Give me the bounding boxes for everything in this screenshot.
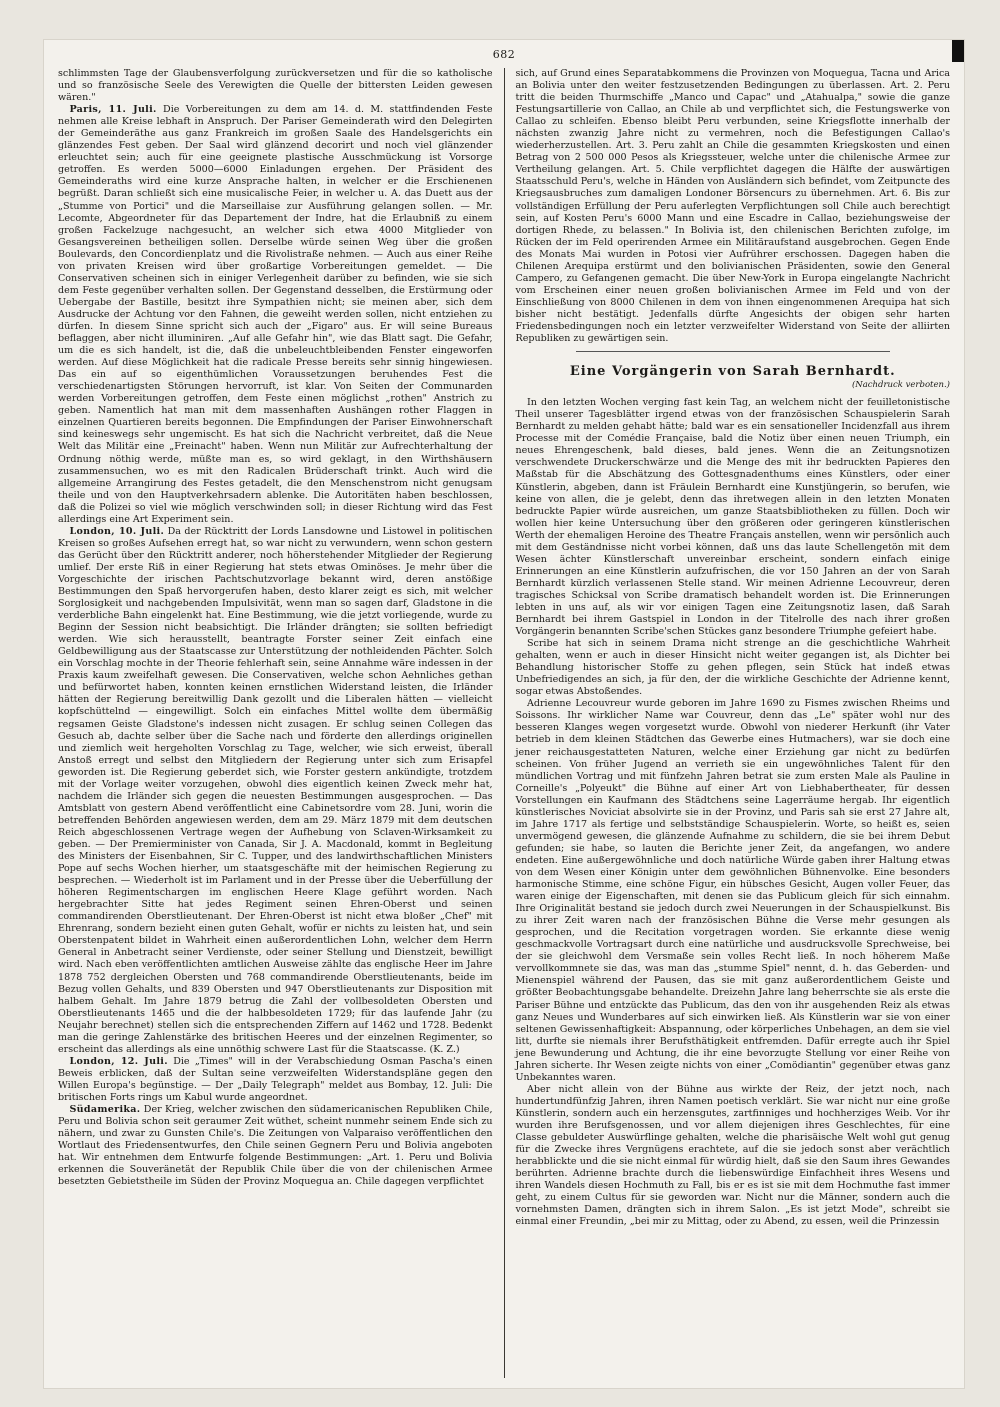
- article-paragraph: [58, 526, 493, 1056]
- feuilleton-paragraph: Scribe hat sich in seinem Drama nicht strenge an die geschichtliche Wahrheit gehalten, wenn er auch in dieser Hinsicht nicht weiter gegangen ist, als Dichter bei Behandlung historischer Stoffe zu gehen pflegen, sein Stück hat indeß etwas Unbefriedigendes an sich, ja für den, der die wirkliche Geschichte der Adrienne kennt, sogar etwas Abstoßendes.: [515, 638, 950, 698]
- article-paragraph: [58, 68, 493, 104]
- article-paragraph: [58, 1056, 493, 1104]
- paragraph-text: Die Vorbereitungen zu dem am 14. d. M. stattfindenden Feste nehmen alle Kreise lebhaft in Anspruch. Der Pariser Gemeinderath wird den Delegirten der Gemeinderäthe aus ganz Frankreich im großen Saale des Handelsgerichts ein glänzendes Fest geben. Der Saal wird glänzend decorirt und noch viel glänzender erleuchtet sein; auch für eine geeignete plastische Ausschmückung ist Vorsorge getroffen. Es werden 5000—6000 Einladungen ergehen. Der Präsident des Gemeinderaths wird eine kurze Ansprache halten, in welcher er die Erschienenen begrüßt. Daran schließt sich eine musicalische Feier, in welcher u. A. das Duett aus der „Stumme von Portici" und die Marseillaise zur Ausführung gelangen sollen. — Mr. Lecomte, Abgeordneter für das Departement der Indre, hat die Erlaubniß zu einem großen Fackelzuge nachgesucht, an welcher sich etwa 4000 Mitglieder von Gesangsvereinen betheiligen sollen. Derselbe würde seinen Weg über die großen Boulevards, den Concordienplatz und die Rivolistraße nehmen. — Auch aus einer Reihe von privaten Kreisen wird über großartige Vorbereitungen gemeldet. — Die Conservativen scheinen sich in einiger Verlegenheit darüber zu befinden, wie sie sich dem Feste gegenüber verhalten sollen. Der Gegenstand desselben, die Erstürmung oder Uebergabe der Bastille, besitzt ihre Sympathien nicht; sie meinen aber, sich dem Ausdrucke der Achtung vor den Fahnen, die geweiht werden sollen, nicht entziehen zu dürfen. In diesem Sinne spricht sich auch der „Figaro" aus. Er will seine Bureaus beflaggen, aber nicht illuminiren. „Auf alle Gefahr hin", wie das Blatt sagt. Die Gefahr, um die es sich handelt, ist die, daß die unbeleuchtbleibenden Fenster eingeworfen werden. Auf diese Möglichkeit hat die radicale Presse bereits sehr sinnig hingewiesen. Das ein auf so eigenthümlichen Voraussetzungen beruhendes Fest die verschiedenartigsten Störungen hervorruft, ist klar. Von Seiten der Communarden werden Vorbereitungen getroffen, dem Feste einen möglichst „rothen" Anstrich zu geben. Namentlich hat man mit dem massenhaften Aushängen rother Flaggen in einzelnen Quartieren bereits begonnen. Die Empfindungen der Pariser Einwohnerschaft sind keineswegs sehr ungemischt. Es hat sich die Nachricht verbreitet, daß die Neue Welt das Militär eine „Freinacht" haben. Wenn nun Militär zur Aufrechterhaltung der Ordnung nöthig werde, müßte man es, so wird geklagt, in den Wirthshäusern zusammensuchen, wo es mit den Radicalen Brüderschaft trinkt. Auch wird die allgemeine Arrangirung des Festes getadelt, die den Menschenstrom nicht genugsam theile und von den Hauptverkehrsadern ablenke. Die Autoritäten haben beschlossen, daß die Polizei so viel wie möglich verschwinden soll; in dieser Richtung wird das Fest allerdings eine Art Experiment sein.: [58, 104, 493, 525]
- article-paragraph: [58, 104, 493, 526]
- right-column: [505, 68, 951, 1378]
- paragraph-text: Da der Rücktritt der Lords Lansdowne und Listowel in politischen Kreisen so großes Aufsehen erregt hat, so war nicht zu verwundern, wenn schon gestern das Gerücht über den Rücktritt anderer, noch höherstehender Mitglieder der Regierung umlief. Der erste Riß in einer Regierung hat stets etwas Ominöses. Je mehr über die Vorgeschichte der irischen Pachtschutzvorlage bekannt wird, deren anstößige Bestimmungen den Spaß hervorgerufen haben, desto klarer zeigt es sich, mit welcher Sorglosigkeit und nachgebenden Impulsivität, wenn man so sagen darf, Gladstone in die verderbliche Bahn eingelenkt hat. Eine Bestimmung, wie die jetzt vorliegende, wurde zu Beginn der Session nicht beabsichtigt. Die Irländer drängten; sie sollten befriedigt werden. Wie sich herausstellt, beantragte Forster seiner Zeit einfach eine Geldbewilligung aus der Staatscasse zur Unterstützung der nothleidenden Pächter. Solch ein Vorschlag mochte in der Theorie fehlerhaft sein, seine Annahme wäre indessen in der Praxis kaum zweifelhaft gewesen. Die Conservativen, welche schon Aehnliches gethan und befürwortet haben, konnten keinen ernstlichen Widerstand leisten, die Irländer hätten der Regierung bereitwillig Dank gezollt und die Liberalen hätten — vielleicht kopfschüttelnd — eingewilligt. Solch ein einfaches Mittel wollte dem übermäßig regsamen Geiste Gladstone's indessen nicht zusagen. Er schlug seinen Collegen das Gesuch ab, dachte selber über die Sache nach und förderte den allerdings originellen und ziemlich weit hergeholten Vorschlag zu Tage, welcher, wie sich erweist, überall Anstoß erregt und selbst den Mitgliedern der Regierung unter sich zum Erisapfel geworden ist. Die Regierung geberdet sich, wie Forster gestern ankündigte, trotzdem mit der Vorlage weiter vorzugehen, obwohl dies eigentlich keinen Zweck mehr hat, nachdem die Irländer sich gegen die neuesten Bestimmungen ausgesprochen. — Das Amtsblatt von gestern Abend veröffentlicht eine Cabinetsordre vom 28. Juni, worin die betreffenden Behörden angewiesen werden, dem am 29. März 1879 mit dem deutschen Reich abgeschlossenen Vertrage wegen der Aufhebung von Sclaven-Wirksamkeit zu geben. — Der Premierminister von Canada, Sir J. A. Macdonald, kommt in Begleitung des Ministers der Eisenbahnen, Sir C. Tupper, und des landwirthschaftlichen Ministers Pope auf sechs Wochen hierher, um staatsgeschäfte mit der heimischen Regierung zu besprechen. — Wiederholt ist im Parlament und in der Presse über die Ueberfüllung der höheren Regimentschargen im englischen Heere Klage geführt worden. Nach hergebrachter Sitte hat jedes Regiment seinen Ehren-Oberst und seinen commandirenden Oberstlieutenant. Der Ehren-Oberst ist nicht etwa bloßer „Chef" mit Ehrenrang, sondern bezieht einen guten Gehalt, wofür er nichts zu leisten hat, und sein Oberstenpatent bildet in Wahrheit einen außerordentlichen Lohn, welcher dem Herrn General in Anbetracht seiner Verdienste, oder seiner Stellung und Dienstzeit, bewilligt wird. Nach eben veröffentlichten amtlichen Ausweise zählte das englische Heer im Jahre 1878 752 dergleichen Obersten und 768 commandirende Oberstlieutenants, beide im Bezug vollen Gehalts, und 839 Obersten und 947 Oberstlieutenants zur Disposition mit halbem Gehalt. Im Jahre 1879 betrug die Zahl der vollbesoldeten Obersten und Oberstlieutenants 1465 und die der halbbesoldeten 1729; für das laufende Jahr (zu Neujahr berechnet) stellen sich die entsprechenden Ziffern auf 1462 und 1728. Bedenkt man die geringe Zahlenstärke des britischen Heeres und der einzelnen Regimenter, so erscheint das allerdings als eine unnöthig schwere Last für die Staatscasse. (K. Z.): [58, 525, 493, 1055]
- feuilleton-title: Eine Vorgängerin von Sarah Bernhardt.: [569, 364, 896, 380]
- page-number: 682: [492, 48, 516, 61]
- section-divider: [576, 351, 891, 352]
- paragraph-text: schlimmsten Tage der Glaubensverfolgung zurückversetzen und für die so katholische und so französische Seele des Verewigten die Quelle der bittersten Leiden gewesen wären.": [58, 68, 493, 104]
- paragraph-text: Der Krieg, welcher zwischen den südamericanischen Republiken Chile, Peru und Bolivia schon seit geraumer Zeit wüthet, scheint nunmehr seinem Ende sich zu nähern, und zwar zu Gunsten Chile's. Die Zeitungen von Valparaiso veröffentlichen den Wortlaut des Friedensentwurfes, den Chile seinen Gegnern Peru und Bolivia angeboten hat. Wir entnehmen dem Entwurfe folgende Bestimmungen: „Art. 1. Peru und Bolivia erkennen die Souveränetät der Republik Chile über die von der chilenischen Armee besetzten Gebietstheile im Süden der Provinz Moquegua an. Chile dagegen verpflichtet: [58, 1104, 493, 1188]
- feuilleton-paragraph: In den letzten Wochen verging fast kein Tag, an welchem nicht der feuilletonistische Theil unserer Tagesblätter irgend etwas von der französischen Schauspielerin Sarah Bernhardt zu melden gehabt hätte; bald war es ein sensationeller Incidenzfall aus ihrem Processe mit der Comédie Française, bald die Notiz über einen neuen Triumph, ein neues Ehrengeschenk, bald dieses, bald jenes. Wenn die an Zeitungsnotizen verschwendete Druckerschwärze und die Menge des mit ihr bedruckten Papieres den Maßstab für die Abschätzung des Gottesgnadenthums eines Künstlers, oder einer Künstlerin, abgeben, dann ist Fräulein Bernhardt eine Kunstjüngerin, so berufen, wie keine von allen, die je gelebt, denn das ihretwegen allein in den letzten Monaten bedruckte Papier würde ausreichen, um ganze Staatsbibliotheken zu füllen. Doch wir wollen hier keine Untersuchung über den größeren oder geringeren künstlerischen Werth der ehemaligen Heroine des Theatre Français anstellen, wenn wir persönlich auch mit dem Geständnisse nicht vorbei können, daß uns das laute Schellengetön mit dem Wesen ächter Künstlerschaft unvereinbar erscheint, sondern einfach einige Erinnerungen an eine Künstlerin aufzufrischen, die vor 150 Jahren an der von Sarah Bernhardt kürzlich verlassenen Stelle stand. Wir meinen Adrienne Lecouvreur, deren tragisches Schicksal von Scribe dramatisch behandelt worden ist. Die Erinnerungen lebten in uns auf, als wir vor einigen Tagen eine Zeitungsnotiz lasen, daß Sarah Bernhardt bei ihrem Gastspiel in London in der Titelrolle des nach ihrer großen Vorgängerin benannten Scribe'schen Stückes ganz besondere Triumphe gefeiert habe.: [515, 397, 950, 638]
- dateline: Südamerika.: [69, 1104, 141, 1116]
- dateline: Paris, 11. Juli.: [69, 104, 157, 116]
- columns: [58, 68, 950, 1378]
- newspaper-page: [44, 40, 964, 1388]
- dateline: London, 10. Juli.: [69, 525, 165, 537]
- paragraph-text: Die „Times" will in der Verabschiedung Osman Pascha's einen Beweis erblicken, daß der Sultan seine verzweifelten Widerstandspläne gegen den Willen Europa's begünstige. — Der „Daily Telegraph" meldet aus Bombay, 12. Juli: Die britischen Forts rings um Kabul wurde angeordnet.: [58, 1055, 493, 1103]
- article-paragraph: [516, 68, 951, 345]
- dateline: London, 12. Juli.: [69, 1055, 168, 1067]
- right-news-section: [516, 68, 951, 345]
- feuilleton-paragraph: Adrienne Lecouvreur wurde geboren im Jahre 1690 zu Fismes zwischen Rheims und Soissons. Ihr wirklicher Name war Couvreur, denn das „Le" später wohl nur des besseren Klanges wegen vorgesetzt wurde. Obwohl von niederer Herkunft (ihr Vater betrieb in dem kleinen Städtchen das Gewerbe eines Hutmachers), war sie doch eine jener reichausgestatteten Naturen, welche einer Erziehung gar nicht zu bedürfen scheinen. Von früher Jugend an verrieth sie ein ungewöhnliches Talent für den mündlichen Vortrag und mit fünfzehn Jahren betrat sie zum ersten Male als Pauline in Corneille's „Polyeukt" die Bühne auf einer Art von Liebhabertheater, für dessen Vorstellungen ein Kaufmann des Städtchens seine Lagerräume hergab. Ihr eigentlich künstlerisches Noviciat absolvirte sie in der Provinz, und Paris sah sie erst 27 Jahre alt, im Jahre 1717 als fertige und selbstständige Schauspielerin. Worte, so heißt es, seien unvermögend gewesen, die glänzende Aufnahme zu schildern, die sie bei ihrem Debut gefunden; sie habe, so lauten die Berichte jener Zeit, da angefangen, wo andere endeten. Eine außergewöhnliche und doch natürliche Würde gaben ihrer Haltung etwas von dem Wesen einer Königin unter dem gewöhnlichen Bühnenvolke. Eine besonders harmonische Stimme, eine schöne Figur, ein hübsches Gesicht, Augen voller Feuer, das waren einige der Eigenschaften, mit denen sie das Publicum gleich für sich einnahm. Ihre Originalität bestand sie jedoch durch zwei Neuerungen in der Schauspielkunst. Bis zu ihrer Zeit waren nach der französischen Bühne die Verse mehr gesungen als gesprochen, und die Recitation vorgetragen worden. Sie erkannte diese wenig geschmackvolle Vortragsart durch eine natürliche und ausdrucksvolle Sprechweise, bei der sie gleichwohl dem Versmaße sein volles Recht ließ. In noch höherem Maße vervollkommnete sie das, was man das „stumme Spiel" nennt, d. h. das Geberden- und Mienenspiel während der Pausen, das sie mit ganz außerordentlichem Geiste und größter Beobachtungsgabe behandelte. Dreizehn Jahre lang beherrschte sie als erste die Pariser Bühne und entzückte das Publicum, das den von ihr ausgehenden Reiz als etwas ganz Neues und Wunderbares auf sich einwirken ließ. Als Künstlerin war sie von einer seltenen Gewissenhaftigkeit: Abspannung, oder körperliches Unbehagen, an dem sie viel litt, durfte sie niemals ihrer Berufsthätigkeit entfremden. Dafür erregte auch ihr Spiel jene Bewunderung und Achtung, die ihr eine bevorzugte Stellung vor einer Reihe von Jahren sicherte. Ihr Wesen zeigte nichts von einer „Comödiantin" gegenüber etwas ganz Unbekanntes waren.: [515, 698, 950, 1083]
- paragraph-text: sich, auf Grund eines Separatabkommens die Provinzen von Moquegua, Tacna und Arica an Bolivia unter den weiter festzusetzenden Bedingungen zu überlassen. Art. 2. Peru tritt die beiden Thurmschiffe „Manco und Capac" und „Atahualpa," sowie die ganze Festungsartillerie von Callao, an Chile ab und verpflichtet sich, die Festungswerke von Callao zu schleifen. Ebenso bleibt Peru verbunden, seine Kriegsflotte innerhalb der nächsten zwanzig Jahre nicht zu vermehren, noch die Befestigungen Callao's wiederherzustellen. Art. 3. Peru zahlt an Chile die gesammten Kriegskosten und einen Betrag von 2 500 000 Pesos als Kriegssteuer, welche unter die chilenische Armee zur Vertheilung gelangen. Art. 5. Chile verpflichtet dagegen die Hälfte der auswärtigen Staatsschuld Peru's, welche in Händen von Ausländern sich befindet, vom Zeitpuncte des Kriegsausbruches zum damaligen Londoner Börsencurs zu übernehmen. Art. 6. Bis zur vollständigen Erfüllung der Peru auferlegten Verpflichtungen soll Chile auch berechtigt sein, auf Kosten Peru's 6000 Mann und eine Escadre in Callao, beziehungsweise der dortigen Rhede, zu belassen." In Bolivia ist, den chilenischen Berichten zufolge, im Rücken der im Feld operirenden Armee ein Militäraufstand ausgebrochen. Gegen Ende des Monats Mai wurden in Potosi vier Aufrührer erschossen. Dagegen haben die Chilenen Arequipa erstürmt und den bolivianischen Präsidenten, sowie den General Campero, zu Gefangenen gemacht. Die über New-York in Europa eingelangte Nachricht vom Erscheinen einer neuen großen bolivianischen Armee im Feld und von der Einschließung von 8000 Chilenen in dem von ihnen eingenommenen Arequipa hat sich bisher nicht bestätigt. Jedenfalls dürfte Angesichts der obigen sehr harten Friedensbedingungen noch ein letzter verzweifelter Widerstand von Seite der alliirten Republiken zu gewärtigen sein.: [515, 68, 950, 345]
- feuilleton-body: [516, 397, 951, 1228]
- reprint-note: (Nachdruck verboten.): [851, 380, 950, 391]
- article-paragraph: [58, 1104, 493, 1188]
- left-column: [58, 68, 505, 1378]
- feuilleton-paragraph: Aber nicht allein von der Bühne aus wirkte der Reiz, der jetzt noch, nach hundertundfünfzig Jahren, ihren Namen poetisch verklärt. Sie war nicht nur eine große Künstlerin, sondern auch ein herzensgutes, zartfinniges und hochherziges Weib. Vor ihr wurden ihre Berufsgenossen, und vor allem diejenigen ihres Geschlechtes, für eine Classe gebuldeter Auswürflinge gehalten, welche die pharisäische Welt wohl gut genug für die Zwecke ihres Vergnügens erachtete, auf die sie jedoch sonst aber verächtlich herabblickte und die sie nicht einmal für würdig hielt, daß sie den Saum ihres Gewandes berührten. Adrienne brachte durch die liebenswürdige Einfachheit ihres Wesens und ihren Wandels diesen Hochmuth zu Fall, bis er es ist sie mit dem Hochmuthe fast immer geht, zu einem Cultus für sie geworden war. Nicht nur die Männer, sondern auch die vornehmsten Damen, drängten sich in ihrem Salon. „Es ist jetzt Mode", schreibt sie einmal einer Freundin, „bei mir zu Mittag, oder zu Abend, zu essen, weil die Prinzessin: [515, 1083, 950, 1228]
